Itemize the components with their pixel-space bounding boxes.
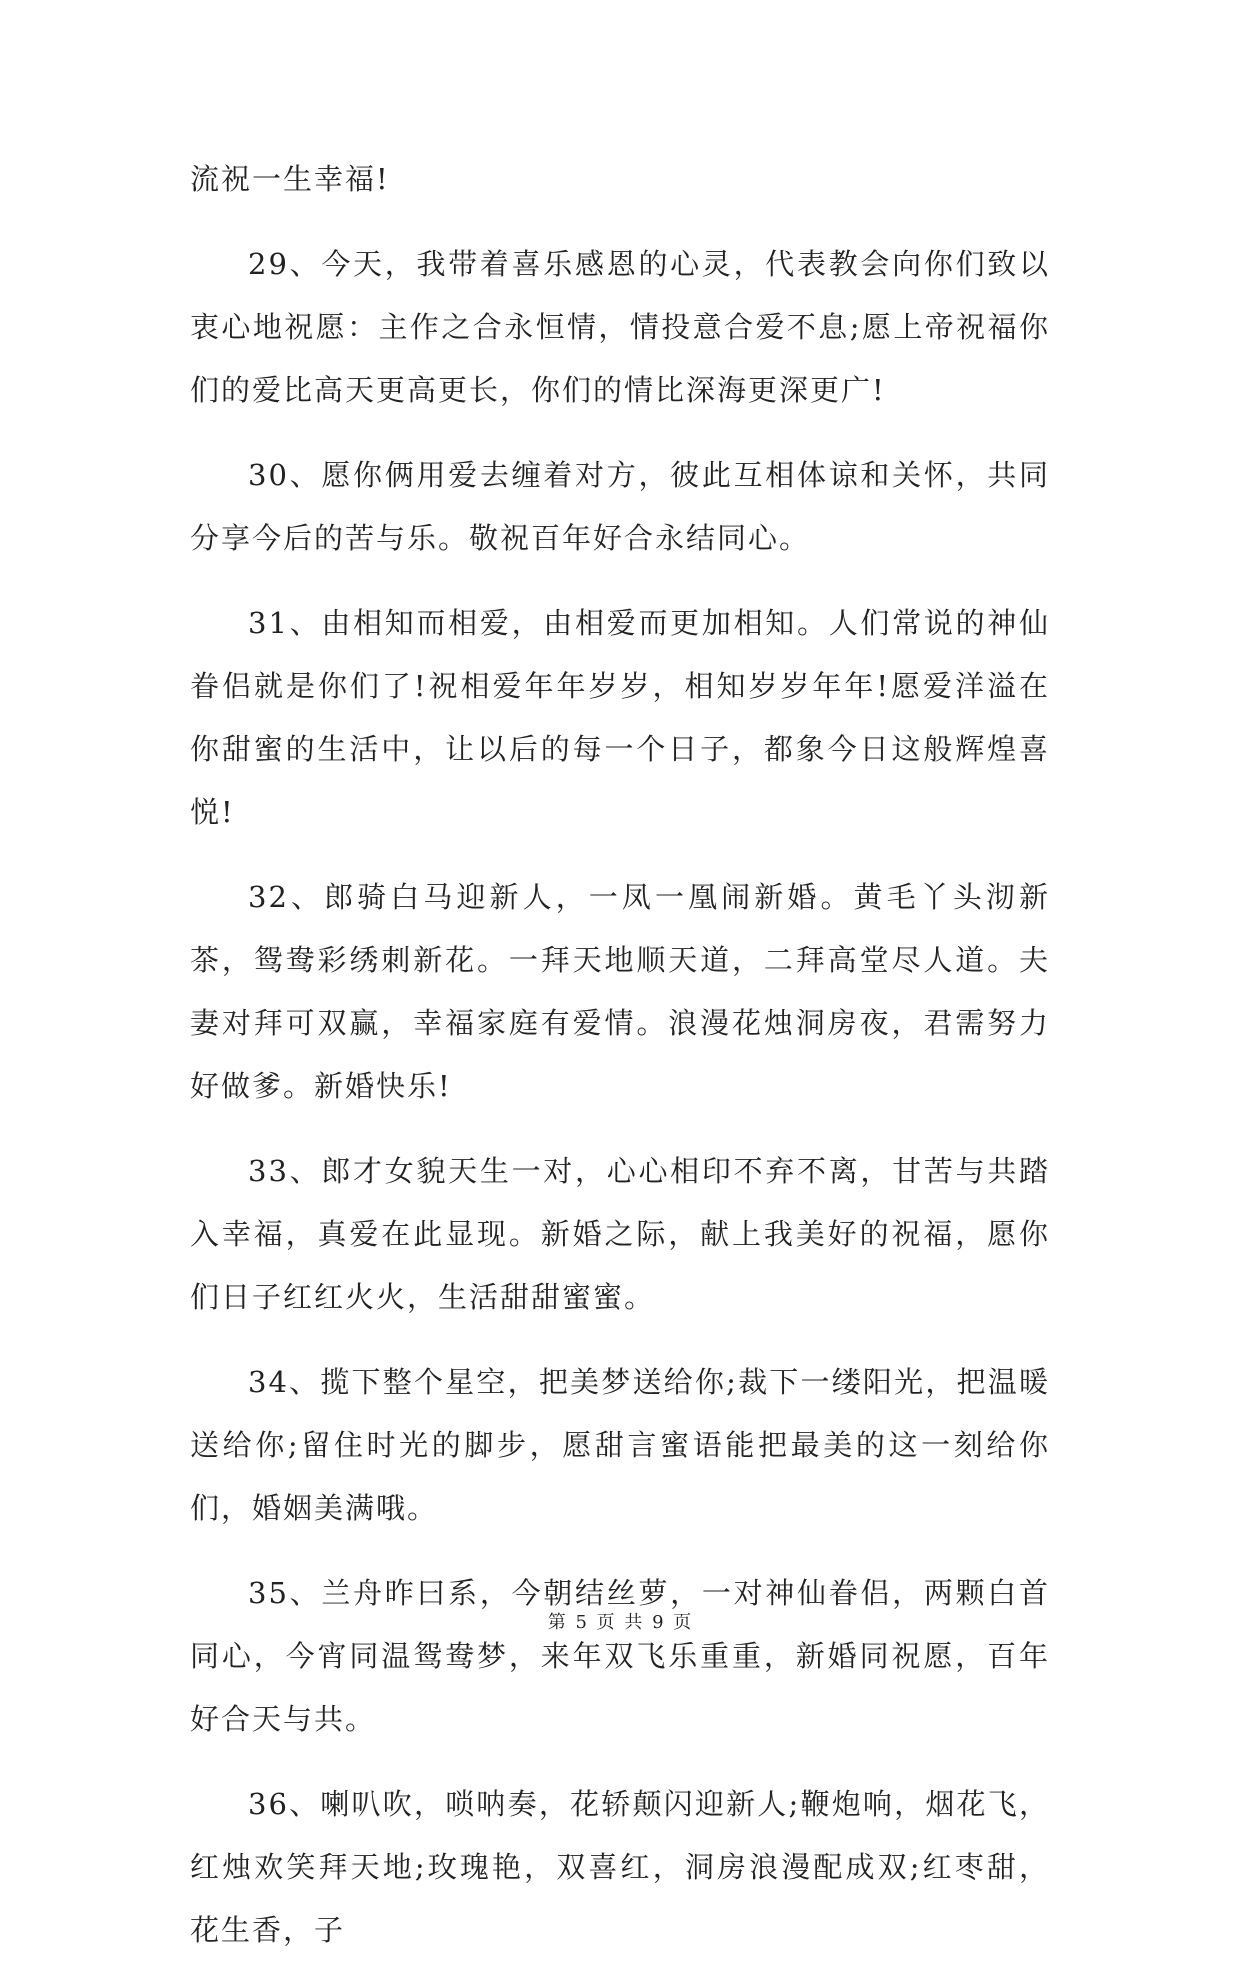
paragraph-31: 31、由相知而相爱，由相爱而更加相知。人们常说的神仙眷侣就是你们了!祝相爱年年岁岁，相知岁岁年年!愿爱洋溢在你甜蜜的生活中，让以后的每一个日子，都象今日这般辉煌喜悦!	[190, 606, 1050, 829]
paragraph-29: 29、今天，我带着喜乐感恩的心灵，代表教会向你们致以衷心地祝愿：主作之合永恒情，情投意合爱不息;愿上帝祝福你们的爱比高天更高更长，你们的情比深海更深更广!	[190, 247, 1050, 407]
document-body	[190, 148, 1050, 1984]
paragraph-32: 32、郎骑白马迎新人，一凤一凰闹新婚。黄毛丫头沏新茶，鸳鸯彩绣刺新花。一拜天地顺天道，二拜高堂尽人道。夫妻对拜可双赢，幸福家庭有爱情。浪漫花烛洞房夜，君需努力好做爹。新婚快乐!	[190, 880, 1050, 1103]
paragraph-33: 33、郎才女貌天生一对，心心相印不弃不离，甘苦与共踏入幸福，真爱在此显现。新婚之际，献上我美好的祝福，愿你们日子红红火火，生活甜甜蜜蜜。	[190, 1154, 1050, 1314]
paragraph-34: 34、揽下整个星空，把美梦送给你;裁下一缕阳光，把温暖送给你;留住时光的脚步，愿甜言蜜语能把最美的这一刻给你们，婚姻美满哦。	[190, 1365, 1050, 1525]
paragraph-35: 35、兰舟昨曰系，今朝结丝萝，一对神仙眷侣，两颗白首同心，今宵同温鸳鸯梦，来年双飞乐重重，新婚同祝愿，百年好合天与共。	[190, 1576, 1050, 1736]
paragraph-30: 30、愿你俩用爱去缠着对方，彼此互相体谅和关怀，共同分享今后的苦与乐。敬祝百年好合永结同心。	[190, 458, 1050, 555]
paragraph-36: 36、喇叭吹，唢呐奏，花轿颠闪迎新人;鞭炮响，烟花飞，红烛欢笑拜天地;玫瑰艳，双喜红，洞房浪漫配成双;红枣甜，花生香，子	[190, 1787, 1050, 1947]
page-footer: 第 5 页 共 9 页	[547, 1612, 694, 1633]
paragraph-continuation: 流祝一生幸福!	[190, 162, 390, 196]
